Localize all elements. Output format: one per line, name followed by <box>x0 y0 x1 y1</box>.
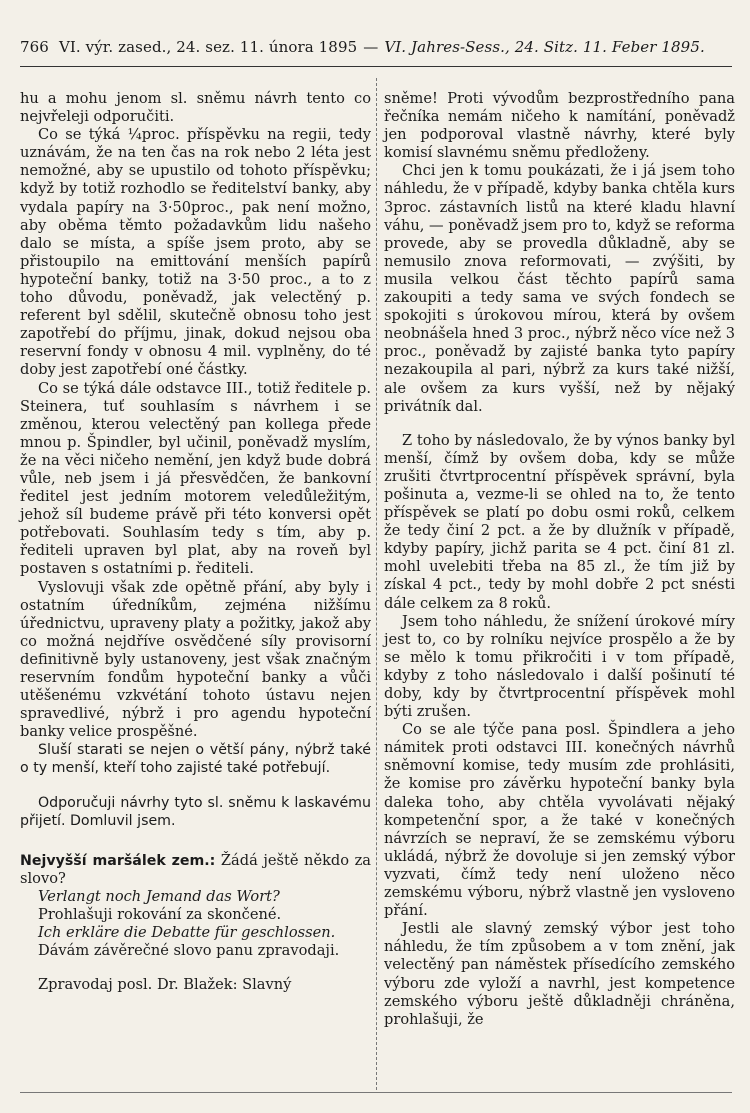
header-rule <box>20 66 732 67</box>
speech-text: Slavný <box>242 976 292 994</box>
paragraph: Chci jen k tomu poukázati, že i já jsem toho náhledu, že v případě, kdyby banka chtěla kurs 3proc. zástavních listů na které kladu hlavní váhu, — poněvadž jsem pro to, když se reforma provede, aby se provedla důkladně, aby se nemusilo znova reformovati, — zvýšiti, by musila velkou část těchto papírů sama zakoupiti a tedy sama ve svých fondech se spokojiti s úrokovou mírou, která by ovšem neobnášela hned 3 proc., nýbrž něco více než 3 proc., poněvadž by zajisté banka tyto papíry nezakoupila al pari, nýbrž za kurs také nižší, ale ovšem za kurs vyšší, než by nějaký privátník dal. <box>384 162 735 415</box>
paragraph: Jsem toho náhledu, že snížení úrokové míry jest to, co by rolníku nejvíce prospělo a že by se mělo k tomu přikročiti i v tom případě, kdyby z toho následovalo i další pošinutí té doby, kdy by čtvrtprocentní příspěvek mohl býti zrušen. <box>384 612 735 721</box>
paragraph: Sluší starati se nejen o větší pány, nýbrž také o ty menší, kteří toho zajisté také potřebují. <box>20 742 371 777</box>
column-divider <box>376 78 377 1090</box>
speaker-paragraph <box>20 852 371 888</box>
left-column <box>20 90 371 994</box>
paragraph: Co se ale týče pana posl. Špindlera a jeho námitek proti odstavci III. konečných návrhů sněmovní komise, tedy musím zde prohlásiti, že komise pro závěrku hypoteční banky byla daleka toho, aby chtěla vyvolávati nějaký kompetenční spor, a že také v konečných návrzích se nepraví, že se zemskému výboru ukládá, nýbrž že dovoluje si jen zemský výbor vyzvati, čímž tedy není uloženo něco zemskému výboru, nýbrž vlastně jen vysloveno přání. <box>384 721 735 920</box>
speaker-paragraph <box>20 976 371 994</box>
paragraph: Z toho by následovalo, že by výnos banky byl menší, čímž by ovšem doba, kdy se může zrušiti čtvrtprocentní příspěvek správní, byla pošinuta a, vezme-li se ohled na to, že tento příspěvek se platí po dobu osmi roků, celkem že tedy činí 2 pct. a že by dlužník v případě, kdyby papíry, jichž parita se 4 pct. činí 81 zl. mohl uvelebiti třeba na 85 zl., že tím již by získal 4 pct., tedy by mohl dobře 2 pct snésti dále celkem za 8 roků. <box>384 431 735 612</box>
speaker-name: Zpravodaj posl. Dr. Blažek: <box>38 976 238 994</box>
paragraph: sněme! Proti vývodům bezprostředního pana řečníka nemám ničeho k namítání, poněvadž jen podporoval vlastně návrhy, které byly komisí slavnému sněmu předloženy. <box>384 90 735 162</box>
paragraph: hu a mohu jenom sl. sněmu návrh tento co nejvřeleji odporučiti. <box>20 90 371 126</box>
paragraph-german: Verlangt noch Jemand das Wort? <box>38 887 280 905</box>
paragraph: Co se týká ¼proc. příspěvku na regii, tedy uznávám, že na ten čas na rok nebo 2 léta jest nemožné, aby se upustilo od tohoto příspěvku; když by totiž rozhodlo se ředitelství banky, aby vydala papíry na 3·50proc., pak není možno, aby oběma těmto požadavkům lidu našeho dalo se místa, a spíše jsem proto, aby se přistoupilo na emittování menších papírů hypoteční banky, totiž na 3·50 proc., a to z toho důvodu, poněvadž, jak velectěný p. referent byl sdělil, skutečně obnosu toho jest zapotřebí do příjmu, jinak, dokud nejsou oba reservní fondy v obnosu 4 mil. vyplněny, do té doby jest zapotřebí oné částky. <box>20 126 371 379</box>
header-separator: — <box>363 38 379 56</box>
page-number: 766 <box>20 38 49 56</box>
footer-rule <box>20 1092 732 1093</box>
paragraph: Dávám závěrečné slovo panu zpravodaji. <box>38 942 340 960</box>
right-column <box>384 90 735 1029</box>
paragraph: Vyslovuji však zde opětně přání, aby byly i ostatním úředníkům, zejména nižšímu úřednictvu, upraveny platy a požitky, jakož aby co možná nejdříve osvědčené síly provisorní definitivně byly ustanoveny, jest však značným reservním fondům hypoteční banky a vůči utěšenému vzkvétání tohoto ústavu nejen spravedlivé, nýbrž i pro agendu hypoteční banky velice prospěšné. <box>20 578 371 741</box>
paragraph-german: Ich erkläre die Debatte für geschlossen. <box>38 924 336 942</box>
speech-text: Žádá ještě někdo za slovo? <box>20 851 371 887</box>
paragraph: Odporučuji návrhy tyto sl. sněmu k laskavému přijetí. Domluvil jsem. <box>20 794 371 829</box>
paragraph: Prohlašuji rokování za skončené. <box>38 906 282 924</box>
paragraph: Co se týká dále odstavce III., totiž ředitele p. Steinera, tuť souhlasím s návrhem i se změnou, kterou velectěný pan kollega přede mnou p. Špindler, byl učinil, poněvadž myslím, že na věci ničeho nemění, jen když bude dobrá vůle, neb jsem i já přesvědčen, že bankovní ředitel jest jedním motorem veledůležitým, jehož síl budeme právě při této konversi opět potřebovati. Souhlasím tedy s tím, aby p. řediteli upraven byl plat, aby na roveň byl postaven s ostatními p. řediteli. <box>20 379 371 578</box>
running-header <box>20 38 730 56</box>
speaker-name: Nejvyšší maršálek zem.: <box>20 852 216 869</box>
header-czech: VI. výr. zased., 24. sez. 11. února 1895 <box>58 38 358 56</box>
header-german: VI. Jahres-Sess., 24. Sitz. 11. Feber 1895. <box>384 38 705 56</box>
paragraph: Jestli ale slavný zemský výbor jest toho náhledu, že tím způsobem a v tom znění, jak velectěný pan náměstek přísedícího zemského výboru zde vyloží a navrhl, jest kompetence zemského výboru ještě důkladněji chráněna, prohlašuji, že <box>384 920 735 1028</box>
